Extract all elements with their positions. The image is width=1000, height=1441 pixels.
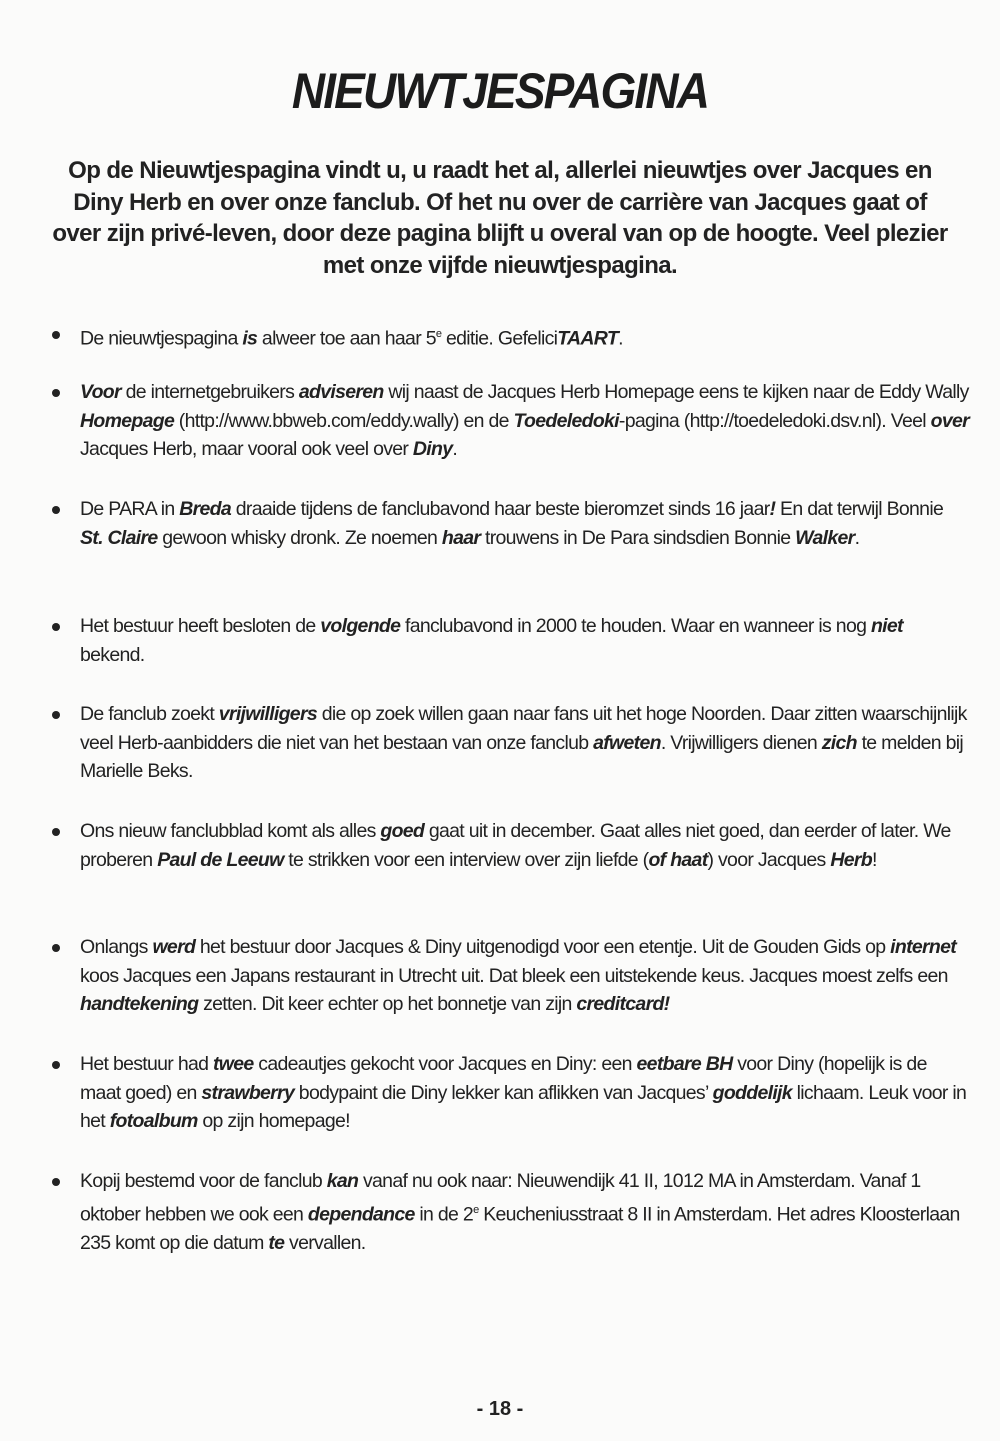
text-run: die op zoek willen gaan naar fans uit het hoge Noorden. Daar zitten waarschijnlijk veel Herb-aanbidders die niet van het bestaan van onze fanclub — [80, 703, 967, 754]
news-item — [0, 612, 1000, 669]
emphasized-word: Toedeledoki — [513, 409, 619, 432]
text-run: (http://www.bbweb.com/eddy.wally) en de — [174, 409, 514, 432]
news-item — [0, 1050, 1000, 1136]
text-run: editie. Gefelici — [441, 327, 558, 350]
emphasized-word: te — [268, 1231, 285, 1254]
text-run: En dat terwijl Bonnie — [775, 498, 944, 520]
text-run: De fanclub zoekt — [80, 703, 219, 725]
text-run: alweer toe aan haar 5 — [257, 327, 436, 350]
text-run: Ons nieuw fanclubblad komt als alles — [80, 820, 381, 842]
text-run: trouwens in De Para sindsdien Bonnie — [480, 526, 796, 549]
text-run: op zijn homepage! — [197, 1110, 350, 1132]
emphasized-word: dependance — [307, 1203, 415, 1225]
text-run: te strikken voor een interview over zijn liefde ( — [283, 848, 649, 871]
bullet-icon — [52, 1178, 60, 1186]
superscript: e — [435, 328, 442, 340]
emphasized-word: St. Claire — [80, 526, 158, 549]
emphasized-word: Herb — [830, 848, 872, 871]
text-run: De PARA in — [80, 498, 180, 520]
text-run: voor Diny (hopelijk is de maat goed) en — [80, 1053, 927, 1104]
text-run: De nieuwtjespagina — [80, 327, 243, 350]
text-run: de internetgebruikers — [120, 381, 299, 403]
bullet-icon — [52, 711, 60, 719]
emphasized-word: goed — [380, 820, 425, 842]
emphasized-word: Paul de Leeuw — [157, 848, 284, 871]
text-run: cadeautjes gekocht voor Jacques en Diny: een — [253, 1053, 637, 1075]
text-run: gewoon whisky dronk. Ze noemen — [157, 526, 442, 549]
text-run: koos Jacques een Japans restaurant in Utrecht uit. Dat bleek een uitstekende keus. Jacques moest zelfs een — [80, 964, 948, 987]
emphasized-word: Diny — [412, 438, 453, 460]
emphasized-word: twee — [212, 1053, 254, 1075]
emphasized-word: eetbare BH — [636, 1053, 733, 1075]
text-run: bodypaint die Diny lekker kan aflikken van Jacques’ — [294, 1081, 713, 1104]
bullet-icon — [52, 389, 60, 397]
text-run: in de 2 — [414, 1203, 474, 1225]
news-item — [0, 320, 1000, 353]
page-title: NIEUWTJESPAGINA — [291, 62, 709, 119]
text-run: lichaam. Leuk voor in het — [80, 1081, 967, 1132]
emphasized-word: kan — [326, 1170, 359, 1192]
emphasized-word: niet — [870, 615, 903, 637]
text-run: het bestuur door Jacques & Diny uitgenodigd voor een etentje. Uit de Gouden Gids op — [195, 936, 891, 958]
text-run: Het bestuur heeft besloten de — [80, 615, 321, 637]
emphasized-word: afweten — [593, 731, 661, 754]
emphasized-word: over — [930, 409, 969, 432]
text-run: . — [854, 526, 860, 549]
emphasized-word: vrijwilligers — [218, 703, 317, 725]
text-run: . Vrijwilligers dienen — [660, 731, 822, 754]
emphasized-word: TAART — [557, 327, 619, 350]
news-item — [0, 933, 1000, 1019]
text-run: gaat uit in december. Gaat alles niet goed, dan eerder of later. We proberen — [80, 820, 951, 871]
emphasized-word: creditcard! — [576, 993, 670, 1015]
superscript: e — [473, 1203, 479, 1216]
emphasized-word: ! — [769, 498, 776, 520]
news-item — [0, 378, 1000, 464]
text-run: te melden bij Marielle Beks. — [80, 731, 964, 782]
text-run: wij naast de Jacques Herb Homepage eens te kijken naar de Eddy Wally — [383, 381, 969, 403]
bullet-icon — [52, 1061, 60, 1069]
bullet-icon — [52, 331, 60, 339]
text-run: ) voor Jacques — [707, 848, 831, 871]
emphasized-word: Homepage — [80, 409, 175, 432]
emphasized-word: of haat — [648, 848, 708, 871]
news-item — [0, 1167, 1000, 1257]
text-run: vervallen. — [284, 1231, 366, 1254]
text-run: fanclubavond in 2000 te houden. Waar en wanneer is nog — [400, 615, 871, 637]
text-run: . — [452, 438, 458, 460]
bullet-icon — [52, 623, 60, 631]
emphasized-word: werd — [152, 936, 196, 958]
text-run: zetten. Dit keer echter op het bonnetje van zijn — [198, 993, 577, 1015]
text-run: Kopij bestemd voor de fanclub — [80, 1170, 327, 1192]
bullet-icon — [52, 506, 60, 514]
text-run: Jacques Herb, maar vooral ook veel over — [80, 438, 413, 460]
news-item — [0, 495, 1000, 552]
page-number: - 18 - — [476, 1398, 524, 1420]
text-run: Onlangs — [80, 936, 153, 958]
emphasized-word: Walker — [795, 526, 855, 549]
text-run: draaide tijdens de fanclubavond haar beste bieromzet sinds 16 jaar — [231, 498, 770, 520]
news-item — [0, 700, 1000, 786]
emphasized-word: is — [242, 327, 258, 350]
text-run: ! — [871, 848, 877, 871]
intro-paragraph: Op de Nieuwtjespagina vindt u, u raadt het al, allerlei nieuwtjes over Jacques en Diny Herb en over onze fanclub. Of het nu over de carrière van Jacques gaat of over zijn privé-leven, door deze pagina blijft u overal van op de hoogte. Veel plezier met onze vijfde nieuwtjespagina. — [52, 157, 948, 279]
text-run: . — [618, 327, 623, 350]
emphasized-word: volgende — [320, 615, 401, 637]
emphasized-word: haar — [441, 526, 481, 549]
emphasized-word: internet — [890, 936, 957, 958]
emphasized-word: Breda — [179, 498, 232, 520]
news-item — [0, 817, 1000, 874]
emphasized-word: adviseren — [298, 381, 384, 403]
text-run: Keucheniusstraat 8 II in Amsterdam. Het adres Kloosterlaan 235 komt op die datum — [80, 1203, 960, 1254]
bullet-icon — [52, 944, 60, 952]
text-run: bekend. — [80, 643, 145, 666]
text-run: -pagina (http://toedeledoki.dsv.nl). Veel — [618, 409, 931, 432]
emphasized-word: zich — [821, 731, 857, 754]
emphasized-word: strawberry — [201, 1081, 295, 1104]
emphasized-word: Voor — [80, 381, 121, 403]
emphasized-word: handtekening — [80, 993, 199, 1015]
bullet-icon — [52, 828, 60, 836]
emphasized-word: goddelijk — [712, 1081, 792, 1104]
text-run: Het bestuur had — [80, 1053, 213, 1075]
text-run: vanaf nu ook naar: Nieuwendijk 41 II, 1012 MA in Amsterdam. Vanaf 1 oktober hebben we ook een — [80, 1170, 921, 1225]
emphasized-word: fotoalbum — [109, 1110, 198, 1132]
